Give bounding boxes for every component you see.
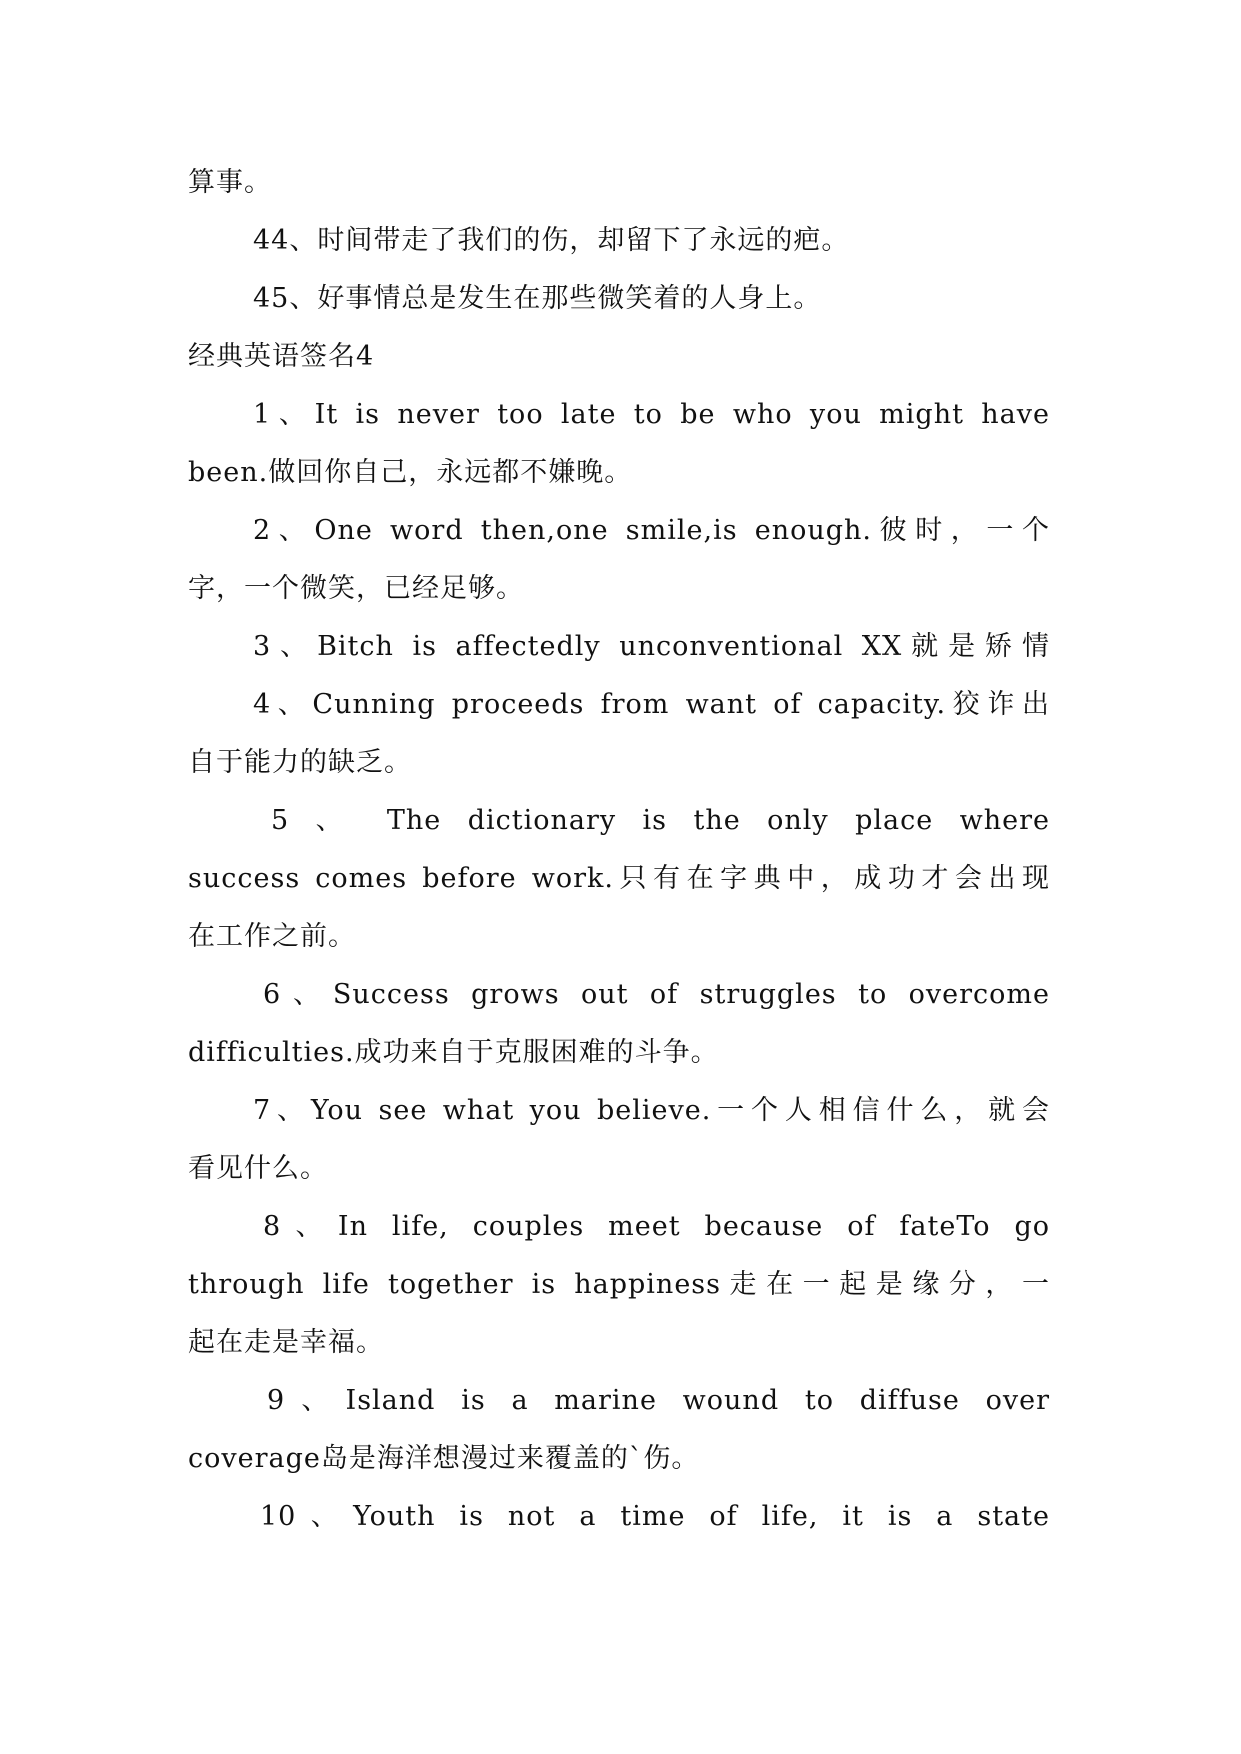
text-line: 6、Success grows out of struggles to overcome	[263, 979, 1050, 1010]
document-body	[188, 154, 1050, 1546]
text-line: 5 、 The dictionary is the only place where	[271, 805, 1050, 836]
text-line: been.做回你自己，永远都不嫌晚。	[188, 457, 633, 488]
text-line: 8、In life, couples meet because of fateTo go	[263, 1211, 1050, 1242]
section-heading: 经典英语签名4	[188, 341, 375, 372]
text-line: 起在走是幸福。	[188, 1327, 384, 1358]
text-line: 7、You see what you believe.一个人相信什么，就会	[253, 1095, 1050, 1126]
text-line: 字，一个微笑，已经足够。	[188, 573, 524, 604]
text-line: 1、It is never too late to be who you might have	[253, 399, 1050, 430]
text-line: 2、One word then,one smile,is enough.彼时，一个	[253, 515, 1050, 546]
text-line: through life together is happiness走在一起是缘分，一	[188, 1269, 1050, 1300]
text-line: success comes before work.只有在字典中，成功才会出现	[188, 863, 1050, 894]
text-line: 看见什么。	[188, 1153, 328, 1184]
text-line: 45、好事情总是发生在那些微笑着的人身上。	[253, 283, 822, 314]
text-line: 算事。	[188, 167, 272, 198]
text-line: difficulties.成功来自于克服困难的斗争。	[188, 1037, 719, 1068]
text-line: 4、Cunning proceeds from want of capacity.狡诈出	[253, 689, 1050, 720]
text-line: 10、Youth is not a time of life, it is a state	[260, 1501, 1050, 1532]
text-line: 自于能力的缺乏。	[188, 747, 412, 778]
text-line: 9、Island is a marine wound to diffuse over	[267, 1385, 1050, 1416]
text-line: 在工作之前。	[188, 921, 356, 952]
text-line: 44、时间带走了我们的伤，却留下了永远的疤。	[253, 225, 850, 256]
text-line: 3、Bitch is affectedly unconventional XX就是矫情	[253, 631, 1050, 662]
text-line: coverage岛是海洋想漫过来覆盖的`伤。	[188, 1443, 700, 1474]
